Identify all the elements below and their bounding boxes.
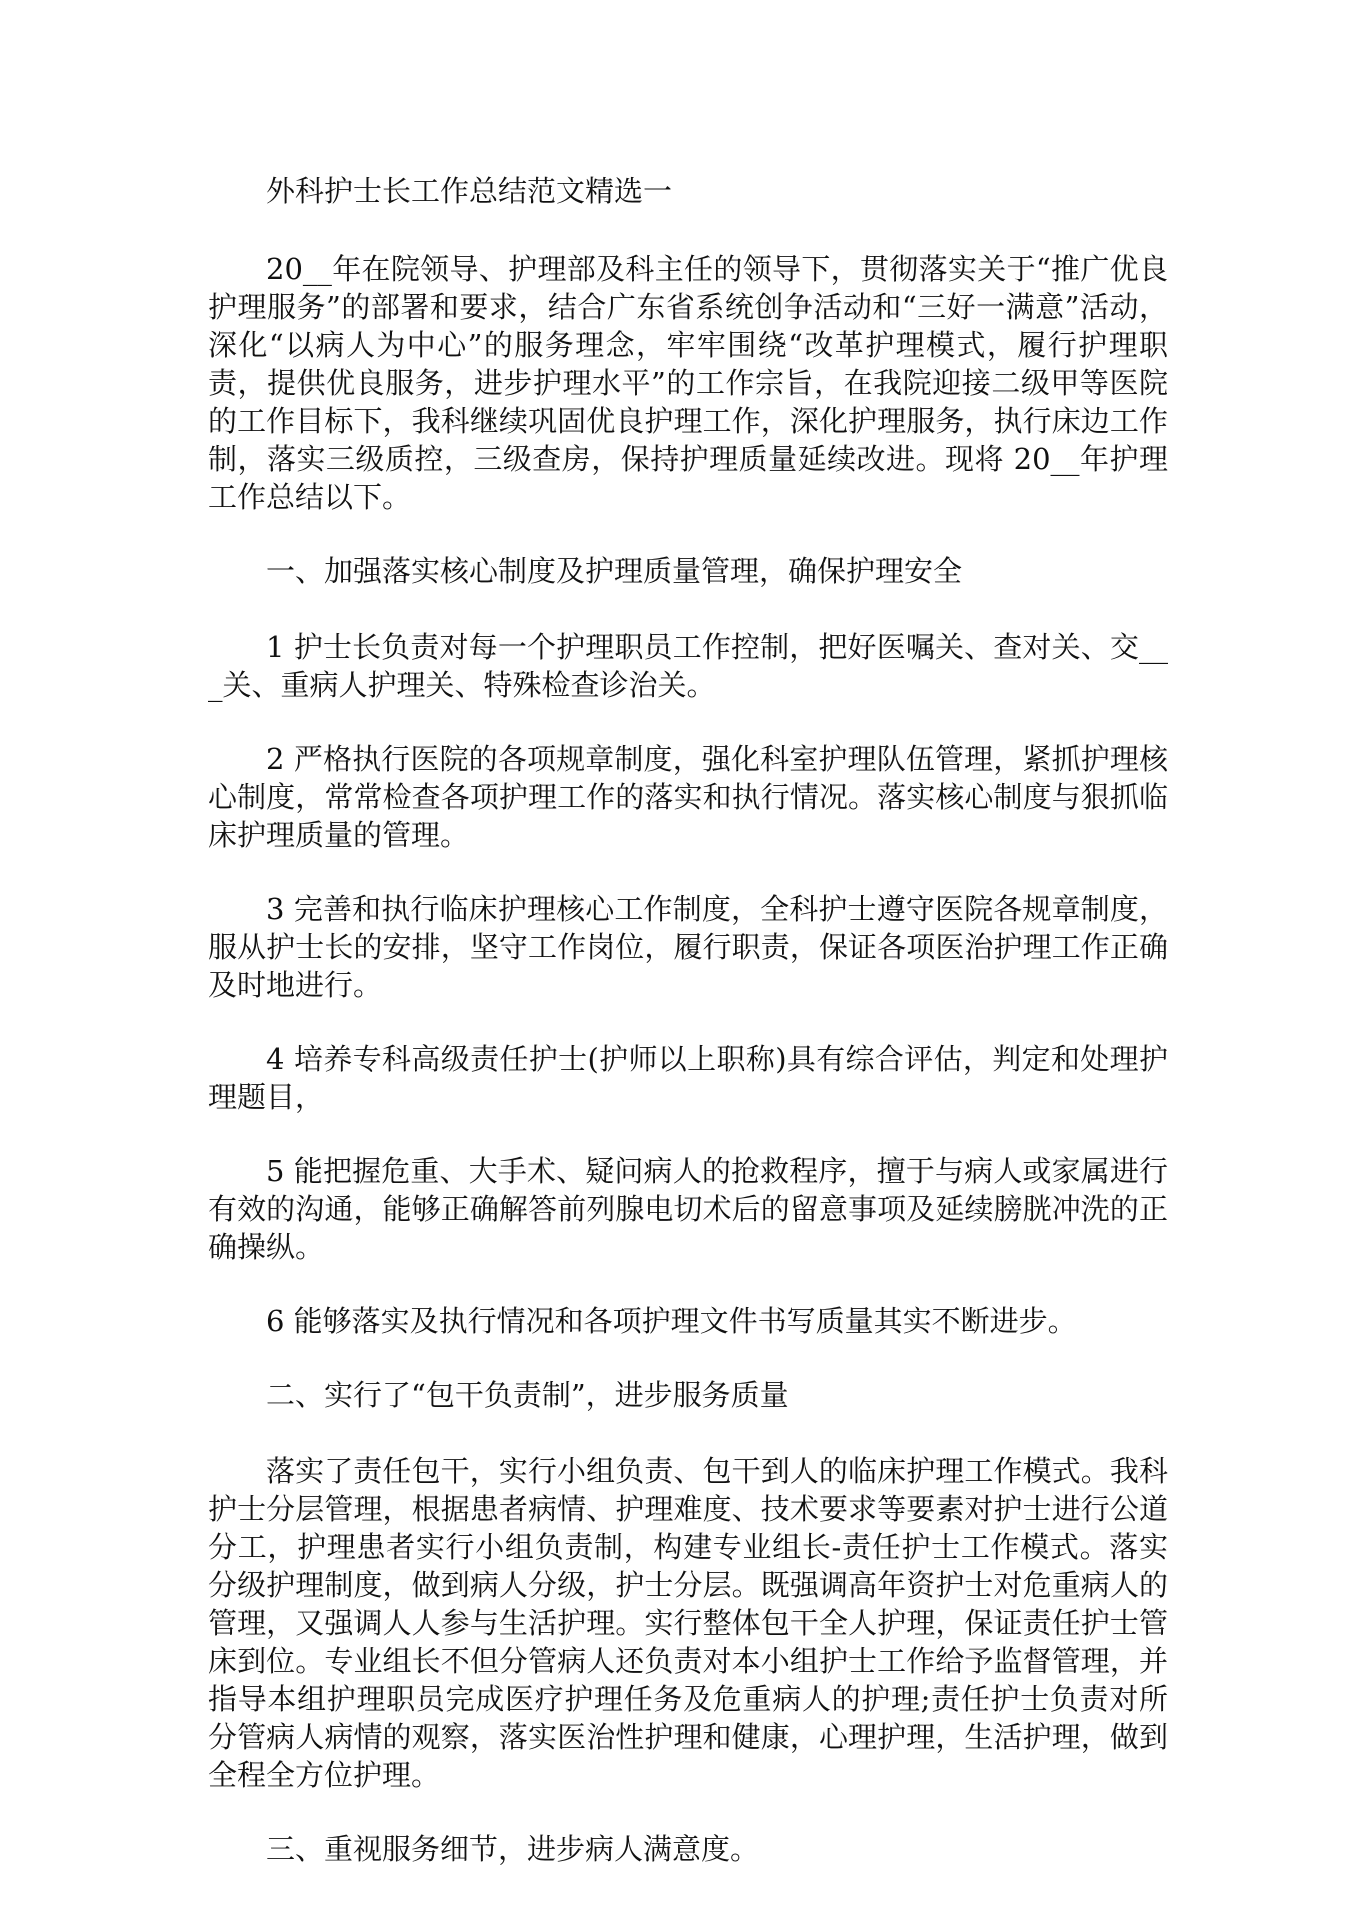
- section-1-item-4: 4 培养专科高级责任护士(护师以上职称)具有综合评估，判定和处理护理题目，: [208, 1042, 1168, 1114]
- section-1-item-2: 2 严格执行医院的各项规章制度，强化科室护理队伍管理，紧抓护理核心制度，常常检查各项护理工作的落实和执行情况。落实核心制度与狠抓临床护理质量的管理。: [208, 742, 1168, 852]
- section-1-item-3: 3 完善和执行临床护理核心工作制度，全科护士遵守医院各规章制度，服从护士长的安排，坚守工作岗位，履行职责，保证各项医治护理工作正确及时地进行。: [208, 892, 1168, 1002]
- section-2-body: 落实了责任包干，实行小组负责、包干到人的临床护理工作模式。我科护士分层管理，根据患者病情、护理难度、技术要求等要素对护士进行公道分工，护理患者实行小组负责制，构建专业组长-责任护士工作模式。落实分级护理制度，做到病人分级，护士分层。既强调高年资护士对危重病人的管理，又强调人人参与生活护理。实行整体包干全人护理，保证责任护士管床到位。专业组长不但分管病人还负责对本小组护士工作给予监督管理，并指导本组护理职员完成医疗护理任务及危重病人的护理;责任护士负责对所分管病人病情的观察，落实医治性护理和健康，心理护理，生活护理，做到全程全方位护理。: [208, 1454, 1168, 1792]
- document-page: [208, 172, 1168, 1906]
- section-1-item-1: 1 护士长负责对每一个护理职员工作控制，把好医嘱关、查对关、交___关、重病人护理关、特殊检查诊治关。: [208, 630, 1168, 702]
- section-2-heading: 二、实行了“包干负责制”，进步服务质量: [266, 1378, 789, 1412]
- intro-paragraph: 20__年在院领导、护理部及科主任的领导下，贯彻落实关于“推广优良护理服务”的部署和要求，结合广东省系统创争活动和“三好一满意”活动，深化“以病人为中心”的服务理念，牢牢围绕“改革护理模式，履行护理职责，提供优良服务，进步护理水平”的工作宗旨，在我院迎接二级甲等医院的工作目标下，我科继续巩固优良护理工作，深化护理服务，执行床边工作制，落实三级质控，三级查房，保持护理质量延续改进。现将 20__年护理工作总结以下。: [208, 252, 1168, 514]
- section-1-item-5: 5 能把握危重、大手术、疑问病人的抢救程序，擅于与病人或家属进行有效的沟通，能够正确解答前列腺电切术后的留意事项及延续膀胱冲洗的正确操纵。: [208, 1154, 1168, 1264]
- section-1-heading: 一、加强落实核心制度及护理质量管理，确保护理安全: [266, 554, 963, 588]
- section-3-heading: 三、重视服务细节，进步病人满意度。: [266, 1832, 760, 1866]
- document-title: 外科护士长工作总结范文精选一: [266, 174, 673, 208]
- section-1-item-6: 6 能够落实及执行情况和各项护理文件书写质量其实不断进步。: [266, 1304, 1077, 1338]
